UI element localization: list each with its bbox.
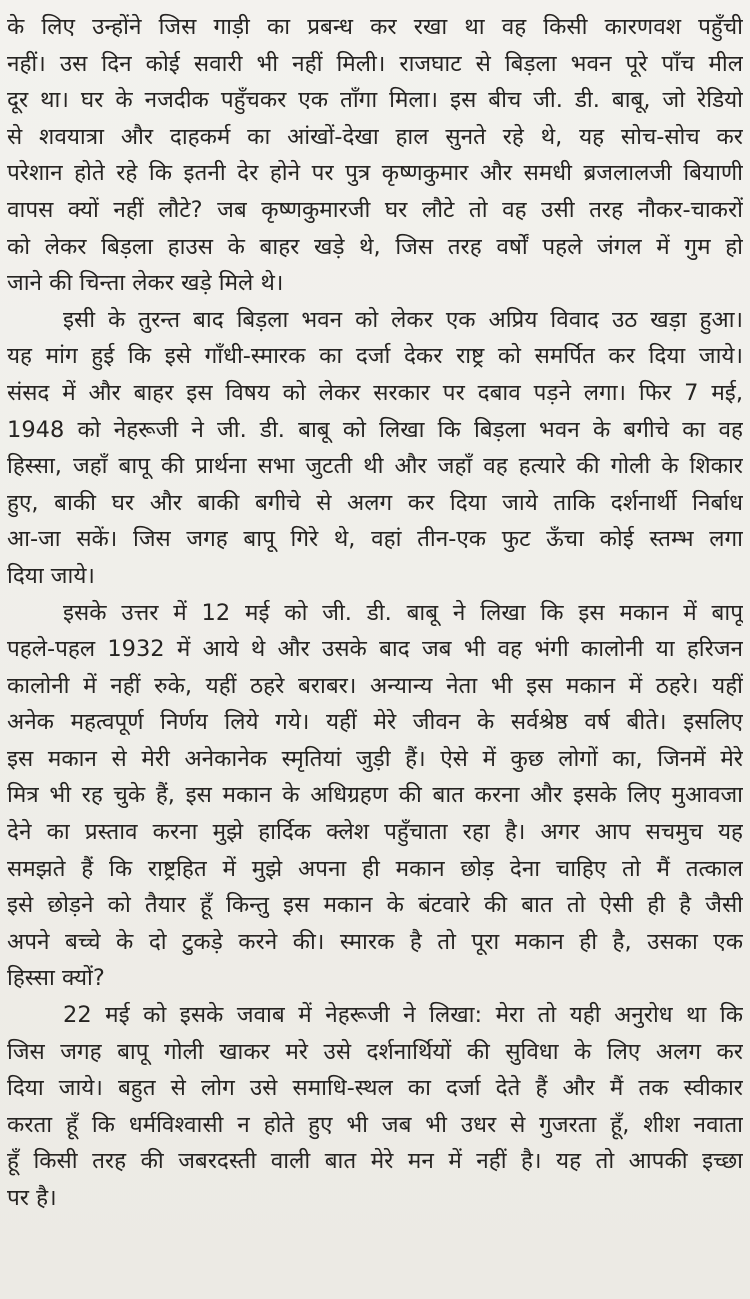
text-line: इसे छोड़ने को तैयार हूँ किन्तु इस मकान के बंटवारे की बात तो ऐसी ही है जैसी xyxy=(7,892,743,919)
text-line: आ-जा सकें। जिस जगह बापू गिरे थे, वहां तीन-एक फुट ऊँचा कोई स्तम्भ लगा xyxy=(7,526,743,553)
paragraph-1 xyxy=(7,9,743,302)
text-line: वापस क्यों नहीं लौटे? जब कृष्णकुमारजी घर लौटे तो वह उसी तरह नौकर-चाकरों xyxy=(7,196,743,223)
text-line: 1948 को नेहरूजी ने जी. डी. बाबू को लिखा कि बिड़ला भवन के बगीचे का वह xyxy=(7,416,743,443)
text-line: जाने की चिन्ता लेकर खड़े मिले थे। xyxy=(7,270,284,297)
text-line: दिया जाये। xyxy=(7,562,95,589)
text-line: देने का प्रस्ताव करना मुझे हार्दिक क्लेश पहुँचाता रहा है। अगर आप सचमुच यह xyxy=(7,819,743,846)
text-line: अनेक महत्वपूर्ण निर्णय लिये गये। यहीं मेरे जीवन के सर्वश्रेष्ठ वर्ष बीते। इसलिए xyxy=(7,709,743,736)
text-line: संसद में और बाहर इस विषय को लेकर सरकार पर दबाव पड़ने लगा। फिर 7 मई, xyxy=(7,379,743,406)
text-line: हिस्सा क्यों? xyxy=(7,965,105,992)
text-line: के लिए उन्होंने जिस गाड़ी का प्रबन्ध कर रखा था वह किसी कारणवश पहुँची xyxy=(7,14,743,40)
text-line: समझते हैं कि राष्ट्रहित में मुझे अपना ही मकान छोड़ देना चाहिए तो मैं तत्काल xyxy=(7,855,743,882)
text-line: हुए, बाकी घर और बाकी बगीचे से अलग कर दिया जाये ताकि दर्शनार्थी निर्बाध xyxy=(7,489,743,516)
text-line: पहले-पहल 1932 में आये थे और उसके बाद जब भी वह भंगी कालोनी या हरिजन xyxy=(7,636,743,663)
text-line: मित्र भी रह चुके हैं, इस मकान के अधिग्रहण की बात करना और इसके लिए मुआवजा xyxy=(7,782,743,809)
paragraph-2 xyxy=(7,302,743,595)
text-line: अपने बच्चे के दो टुकड़े करने की। स्मारक है तो पूरा मकान ही है, उसका एक xyxy=(7,928,743,955)
text-line: परेशान होते रहे कि इतनी देर होने पर पुत्र कृष्णकुमार और समधी ब्रजलालजी बियाणी xyxy=(7,160,743,187)
text-line: इस मकान से मेरी अनेकानेक स्मृतियां जुड़ी हैं। ऐसे में कुछ लोगों का, जिनमें मेरे xyxy=(7,745,743,772)
text-line: दिया जाये। बहुत से लोग उसे समाधि-स्थल का दर्जा देते हैं और मैं तक स्वीकार xyxy=(7,1075,743,1102)
text-line: हूँ किसी तरह की जबरदस्ती वाली बात मेरे मन में नहीं है। यह तो आपकी इच्छा xyxy=(7,1148,743,1175)
text-line: जिस जगह बापू गोली खाकर मरे उसे दर्शनार्थियों की सुविधा के लिए अलग कर xyxy=(7,1038,743,1065)
text-line: को लेकर बिड़ला हाउस के बाहर खड़े थे, जिस तरह वर्षों पहले जंगल में गुम हो xyxy=(7,233,743,260)
text-line: इसी के तुरन्त बाद बिड़ला भवन को लेकर एक अप्रिय विवाद उठ खड़ा हुआ। xyxy=(63,306,743,333)
paragraph-3 xyxy=(7,595,743,998)
text-line: यह मांग हुई कि इसे गाँधी-स्मारक का दर्जा देकर राष्ट्र को समर्पित कर दिया जाये। xyxy=(7,343,743,370)
text-line: दूर था। घर के नजदीक पहुँचकर एक ताँगा मिला। इस बीच जी. डी. बाबू, जो रेडियो xyxy=(7,87,743,114)
text-line: कालोनी में नहीं रुके, यहीं ठहरे बराबर। अन्यान्य नेता भी इस मकान में ठहरे। यहीं xyxy=(7,672,743,699)
text-line: से शवयात्रा और दाहकर्म का आंखों-देखा हाल सुनते रहे थे, यह सोच-सोच कर xyxy=(7,123,743,150)
paragraph-4 xyxy=(7,997,743,1217)
text-line: पर है। xyxy=(7,1185,57,1211)
text-line: हिस्सा, जहाँ बापू की प्रार्थना सभा जुटती थी और जहाँ वह हत्यारे की गोली के शिकार xyxy=(7,453,743,480)
text-line: 22 मई को इसके जवाब में नेहरूजी ने लिखा: मेरा तो यही अनुरोध था कि xyxy=(63,1002,743,1029)
text-line: इसके उत्तर में 12 मई को जी. डी. बाबू ने लिखा कि इस मकान में बापू xyxy=(63,599,743,626)
text-line: करता हूँ कि धर्मविश्वासी न होते हुए भी जब भी उधर से गुजरता हूँ, शीश नवाता xyxy=(7,1111,743,1138)
text-line: नहीं। उस दिन कोई सवारी भी नहीं मिली। राजघाट से बिड़ला भवन पूरे पाँच मील xyxy=(7,50,743,77)
